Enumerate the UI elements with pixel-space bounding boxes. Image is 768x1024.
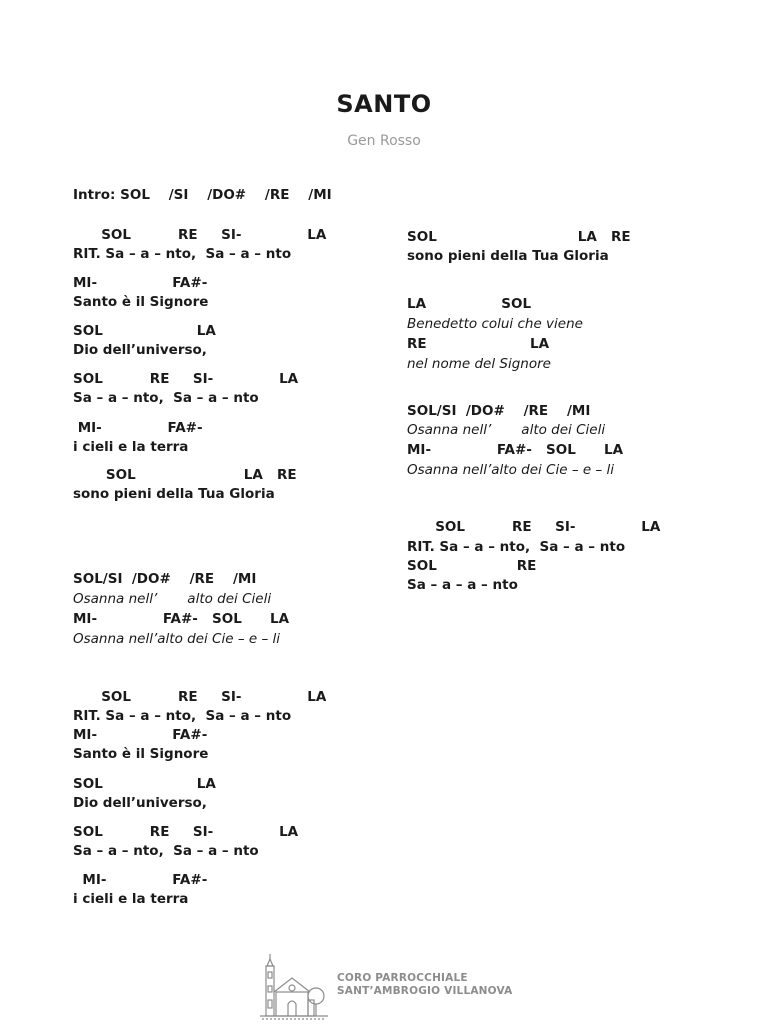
lyric-line: RIT. Sa – a – nto, Sa – a – nto [73, 708, 292, 724]
chord-line: LA SOL [407, 296, 532, 312]
chord-line: SOL LA RE [73, 467, 297, 483]
chord-line: SOL RE SI- LA [73, 689, 327, 705]
choir-name [337, 972, 512, 998]
chord-line: SOL LA [73, 323, 216, 339]
song-title: SANTO [336, 90, 432, 118]
chord-line: MI- FA#- [73, 872, 208, 888]
chord-line: SOL RE SI- LA [407, 519, 661, 535]
choir-name-line2: SANT’AMBROGIO VILLANOVA [337, 985, 513, 997]
chord-line: MI- FA#- [73, 420, 203, 436]
lyric-line: Dio dell’universo, [73, 342, 207, 358]
lyric-line: Osanna nell’ alto dei Cieli [73, 591, 272, 607]
lyric-line: Sa – a – nto, Sa – a – nto [73, 843, 259, 859]
chord-line: SOL LA [73, 776, 216, 792]
chord-line: SOL/SI /DO# /RE /MI [407, 403, 591, 419]
lyric-line: RIT. Sa – a – nto, Sa – a – nto [407, 539, 626, 555]
intro-line: Intro: SOL /SI /DO# /RE /MI [73, 187, 332, 203]
chord-line: SOL LA RE [407, 229, 631, 245]
lyric-line: i cieli e la terra [73, 891, 189, 907]
lyric-line: RIT. Sa – a – nto, Sa – a – nto [73, 246, 292, 262]
chord-line: MI- FA#- SOL LA [73, 611, 290, 627]
chord-line: SOL RE SI- LA [73, 824, 299, 840]
lyric-line: i cieli e la terra [73, 439, 189, 455]
chord-line: SOL RE SI- LA [73, 227, 327, 243]
choir-name-line1: CORO PARROCCHIALE [337, 972, 468, 984]
lyric-line: nel nome del Signore [407, 356, 551, 372]
lyric-line: Santo è il Signore [73, 294, 209, 310]
chord-line: SOL/SI /DO# /RE /MI [73, 571, 257, 587]
lyric-line: sono pieni della Tua Gloria [407, 248, 609, 264]
chord-line: MI- FA#- [73, 727, 208, 743]
lyric-line: Santo è il Signore [73, 746, 209, 762]
lyric-line: Dio dell’universo, [73, 795, 207, 811]
lyric-line: Sa – a – nto, Sa – a – nto [73, 390, 259, 406]
chord-line: SOL RE [407, 558, 537, 574]
lyric-line: Osanna nell’ alto dei Cieli [407, 422, 606, 438]
church-icon [258, 952, 330, 1022]
chord-line: SOL RE SI- LA [73, 371, 299, 387]
chord-line: MI- FA#- SOL LA [407, 442, 624, 458]
chord-line: MI- FA#- [73, 275, 208, 291]
chord-line: RE LA [407, 336, 550, 352]
song-author: Gen Rosso [347, 133, 421, 149]
lyric-line: Benedetto colui che viene [407, 316, 583, 332]
lyric-line: Osanna nell’alto dei Cie – e – li [73, 631, 281, 647]
lyric-line: Sa – a – a – nto [407, 577, 518, 593]
lyric-line: Osanna nell’alto dei Cie – e – li [407, 462, 615, 478]
lyric-line: sono pieni della Tua Gloria [73, 486, 275, 502]
